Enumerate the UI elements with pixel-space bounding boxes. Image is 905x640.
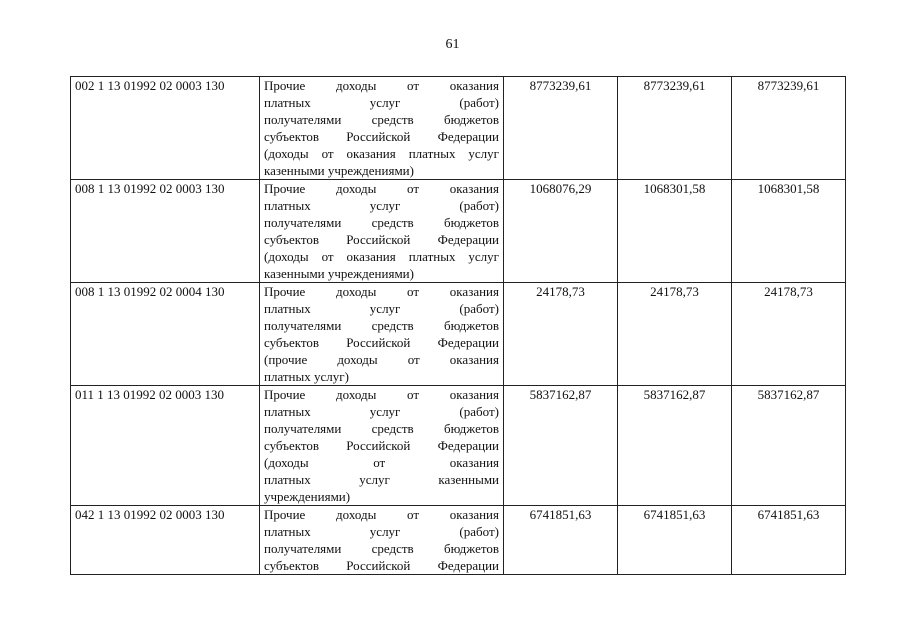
- description-line: казенными учреждениями): [264, 266, 414, 281]
- description-line: получателями средств бюджетов: [264, 318, 499, 333]
- description-line: платных услуг): [264, 369, 349, 384]
- description-cell: [260, 283, 504, 386]
- table-row: [71, 386, 846, 506]
- amount-cell-2: 6741851,63: [618, 506, 732, 575]
- description-cell: [260, 77, 504, 180]
- amount-cell-1: 6741851,63: [504, 506, 618, 575]
- amount-cell-2: 1068301,58: [618, 180, 732, 283]
- description-line: получателями средств бюджетов: [264, 215, 499, 230]
- page-number: 61: [445, 37, 460, 52]
- table-row: [71, 180, 846, 283]
- amount-cell-3: 24178,73: [732, 283, 846, 386]
- description-line: платных услуг (работ): [264, 404, 499, 419]
- description-line: (доходы от оказания платных услуг: [264, 249, 499, 264]
- description-line: платных услуг (работ): [264, 95, 499, 110]
- budget-code-cell: 002 1 13 01992 02 0003 130: [71, 77, 260, 180]
- revenue-table: [70, 76, 846, 575]
- description-line: субъектов Российской Федерации: [264, 232, 499, 247]
- description-line: (прочие доходы от оказания: [264, 352, 499, 367]
- amount-cell-2: 24178,73: [618, 283, 732, 386]
- description-cell: [260, 506, 504, 575]
- description-line: (доходы от оказания платных услуг: [264, 146, 499, 161]
- description-line: Прочие доходы от оказания: [264, 284, 499, 299]
- description-line: субъектов Российской Федерации: [264, 129, 499, 144]
- description-cell: [260, 180, 504, 283]
- description-line: субъектов Российской Федерации: [264, 335, 499, 350]
- description-line: Прочие доходы от оказания: [264, 78, 499, 93]
- description-line: Прочие доходы от оказания: [264, 181, 499, 196]
- description-line: получателями средств бюджетов: [264, 421, 499, 436]
- budget-code-cell: 008 1 13 01992 02 0004 130: [71, 283, 260, 386]
- amount-cell-1: 1068076,29: [504, 180, 618, 283]
- revenue-table-body: [71, 77, 846, 575]
- description-line: получателями средств бюджетов: [264, 541, 499, 556]
- description-line: платных услуг (работ): [264, 524, 499, 539]
- amount-cell-3: 5837162,87: [732, 386, 846, 506]
- description-line: Прочие доходы от оказания: [264, 387, 499, 402]
- budget-code-cell: 042 1 13 01992 02 0003 130: [71, 506, 260, 575]
- description-line: платных услуг (работ): [264, 198, 499, 213]
- description-line: субъектов Российской Федерации: [264, 438, 499, 453]
- amount-cell-3: 6741851,63: [732, 506, 846, 575]
- description-line: получателями средств бюджетов: [264, 112, 499, 127]
- amount-cell-2: 8773239,61: [618, 77, 732, 180]
- amount-cell-2: 5837162,87: [618, 386, 732, 506]
- amount-cell-1: 24178,73: [504, 283, 618, 386]
- description-line: субъектов Российской Федерации: [264, 558, 499, 573]
- amount-cell-1: 8773239,61: [504, 77, 618, 180]
- amount-cell-3: 1068301,58: [732, 180, 846, 283]
- description-line: учреждениями): [264, 489, 351, 504]
- amount-cell-3: 8773239,61: [732, 77, 846, 180]
- description-cell: [260, 386, 504, 506]
- description-line: Прочие доходы от оказания: [264, 507, 499, 522]
- description-line: платных услуг казенными: [264, 472, 499, 487]
- budget-code-cell: 008 1 13 01992 02 0003 130: [71, 180, 260, 283]
- table-row: [71, 77, 846, 180]
- description-line: платных услуг (работ): [264, 301, 499, 316]
- table-row: [71, 283, 846, 386]
- budget-code-cell: 011 1 13 01992 02 0003 130: [71, 386, 260, 506]
- description-line: (доходы от оказания: [264, 455, 499, 470]
- table-row: [71, 506, 846, 575]
- description-line: казенными учреждениями): [264, 163, 414, 178]
- amount-cell-1: 5837162,87: [504, 386, 618, 506]
